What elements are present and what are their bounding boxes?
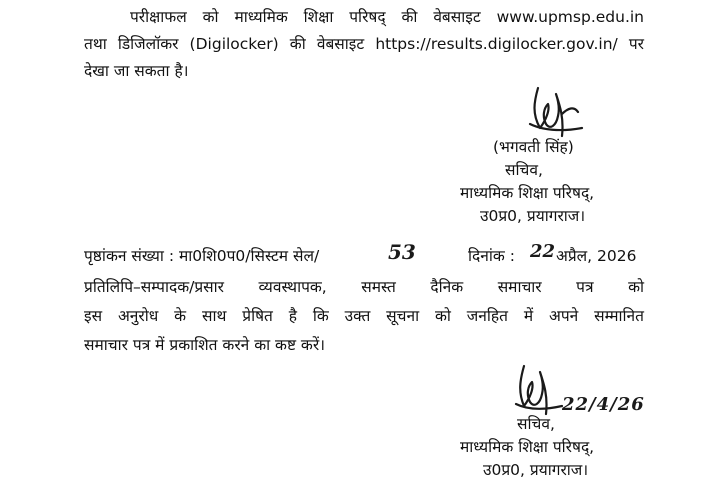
reference-label: पृष्ठांकन संख्या : मा0शि0प0/सिस्टम सेल/ bbox=[84, 247, 320, 265]
date-day: 22 bbox=[530, 241, 556, 262]
signatory1-designation: सचिव, bbox=[505, 161, 543, 179]
reference-number: 53 bbox=[388, 240, 416, 264]
signature-1 bbox=[520, 84, 590, 142]
signatory2-place: उ0प्र0, प्रयागराज। bbox=[483, 461, 589, 479]
para1-line1: परीक्षाफल को माध्यमिक शिक्षा परिषद् की वेबसाइट www.upmsp.edu.in bbox=[130, 8, 644, 26]
signatory1-place: उ0प्र0, प्रयागराज। bbox=[480, 207, 586, 225]
signatory2-designation: सचिव, bbox=[517, 415, 555, 433]
signatory1-name: (भगवती सिंह) bbox=[493, 138, 574, 156]
para1-line2: तथा डिजिलॉकर (Digilocker) की वेबसाइट https://results.digilocker.gov.in/ पर bbox=[84, 35, 644, 53]
para1-line3: देखा जा सकता है। bbox=[84, 62, 189, 80]
date-rest: अप्रैल, 2026 bbox=[556, 247, 637, 265]
para2-line1: प्रतिलिपि–सम्पादक/प्रसार व्यवस्थापक, समस्त दैनिक समाचार पत्र को bbox=[84, 278, 644, 296]
date-label: दिनांक : bbox=[468, 247, 515, 265]
signature-2-date: 22/4/26 bbox=[562, 394, 645, 415]
para2-line2: इस अनुरोध के साथ प्रेषित है कि उक्त सूचना को जनहित में अपने सम्मानित bbox=[84, 307, 644, 325]
signature-2 bbox=[508, 360, 566, 418]
signatory2-office: माध्यमिक शिक्षा परिषद्, bbox=[460, 438, 595, 456]
signatory1-office: माध्यमिक शिक्षा परिषद्, bbox=[460, 184, 595, 202]
para2-line3: समाचार पत्र में प्रकाशित करने का कष्ट करें। bbox=[84, 336, 326, 354]
